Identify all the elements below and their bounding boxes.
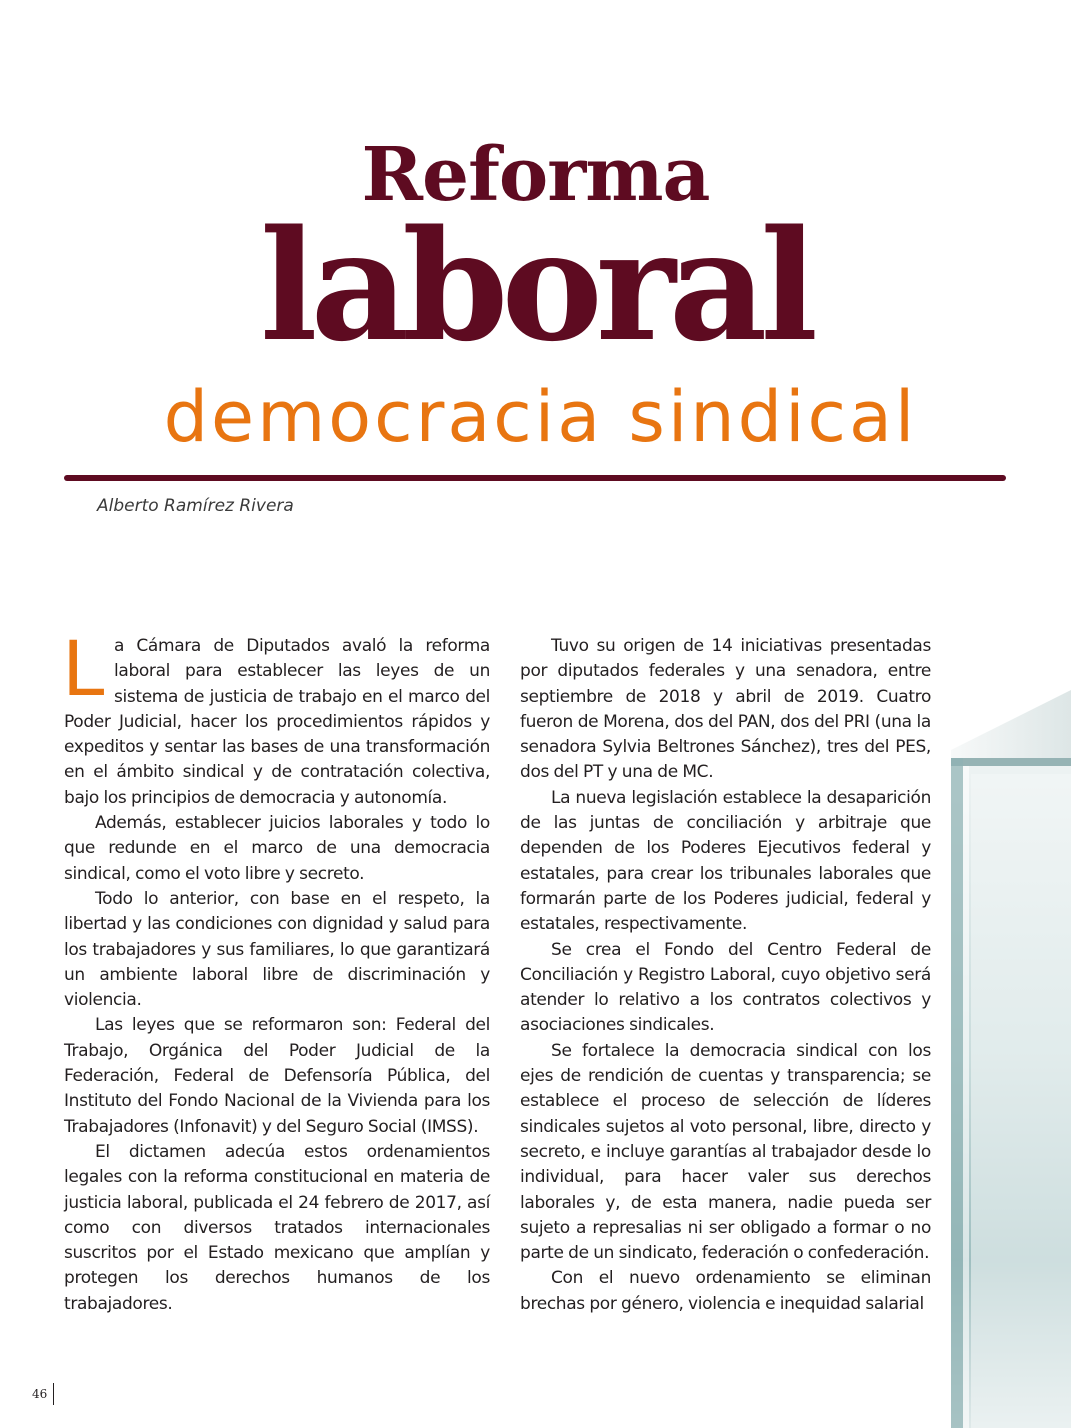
paragraph: Se crea el Fondo del Centro Federal de Conciliación y Registro Laboral, cuyo objetivo será atender lo relativo a los contratos colectivos y asociaciones sindicales. [520,939,931,1036]
paragraph: Las leyes que se reformaron son: Federal del Trabajo, Orgánica del Poder Judicial de la Federación, Federal de Defensoría Pública, del Instituto del Fondo Nacional de la Vivienda para los Trabajadores (Infonavit) y del Seguro Social (IMSS). [64,1015,490,1137]
paragraph: El dictamen adecúa estos ordenamientos legales con la reforma constitucional en materia de justicia laboral, publicada el 24 febrero de 2017, así como con diversos tratados internacionales suscritos por el Estado mexicano que amplían y protegen los derechos humanos de los trabajadores. [64,1141,490,1314]
paragraph: Con el nuevo ordenamiento se eliminan brechas por género, violencia e inequidad salarial [520,1268,931,1314]
paragraph: Además, establecer juicios laborales y todo lo que redunde en el marco de una democracia sindical, como el voto libre y secreto. [64,813,490,884]
page-number: 46 [32,1387,48,1401]
paragraph: Todo lo anterior, con base en el respeto, la libertad y las condiciones con dignidad y salud para los trabajadores y sus familiares, lo que garantizará un ambiente laboral libre de discriminación y violencia. [64,888,490,1011]
article-column-right [520,634,931,1317]
title-line-2: laboral [259,196,812,375]
paragraph: La Cámara de Diputados avaló la reforma laboral para establecer las leyes de un sistema de justicia de trabajo en el marco del Poder Judicial, hacer los procedimientos rápidos y expeditos y sentar las bases de una transformación en el ámbito sindical y de contratación colectiva, bajo los principios de democracia y autonomía. [62,624,490,808]
author-byline: Alberto Ramírez Rivera [97,496,294,516]
title-line-1: Reforma [361,132,710,218]
subtitle: democracia sindical [163,376,918,458]
paragraph: La nueva legislación establece la desaparición de las juntas de conciliación y arbitraje que dependen de los Poderes Ejecutivos federal y estatales, para crear los tribunales laborales que formarán parte de los Poderes judicial, federal y estatales, respectivamente. [520,787,931,935]
paragraph: Se fortalece la democracia sindical con los ejes de rendición de cuentas y transparencia; se establece el proceso de selección de líderes sindicales sujetos al voto personal, libre, directo y secreto, e incluye garantías al trabajador desde lo individual, para hacer valer sus derechos laborales y, de esta manera, nadie pueda ser sujeto a represalias ni ser obligado a formar o no parte de un sindicato, federación o confederación. [520,1040,931,1264]
drop-cap: L [62,624,104,713]
title-divider [64,475,1006,481]
article-column-left [62,624,490,1317]
paragraph: Tuvo su origen de 14 iniciativas presentadas por diputados federales y una senadora, entre septiembre de 2018 y abril de 2019. Cuatro fueron de Morena, dos del PAN, dos del PRI (una la senadora Sylvia Beltrones Sánchez), tres del PES, dos del PT y una de MC. [520,636,931,783]
page-number-divider [53,1383,54,1405]
decorative-glass-graphic [951,690,1071,1428]
